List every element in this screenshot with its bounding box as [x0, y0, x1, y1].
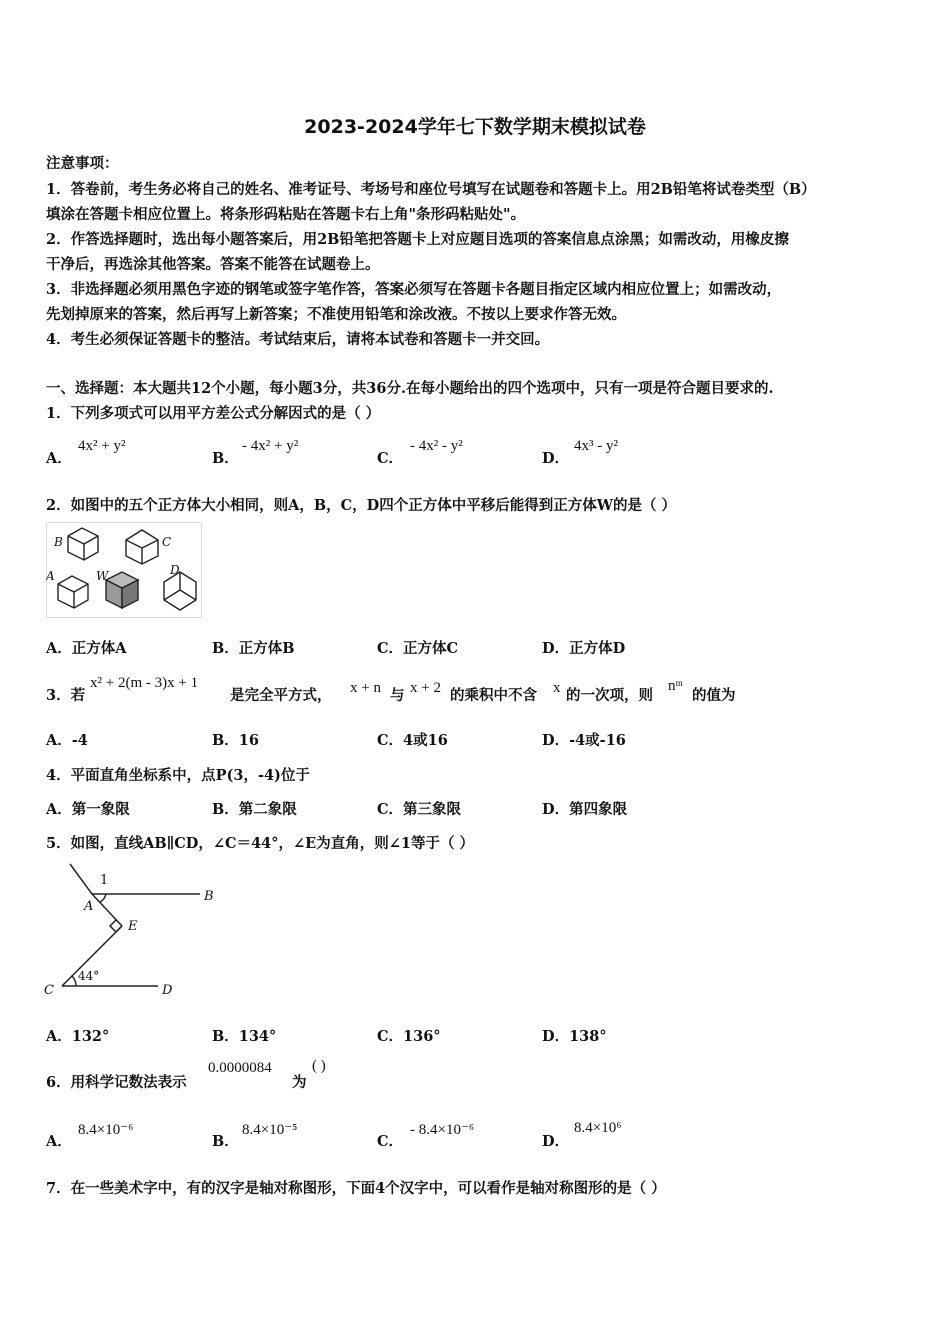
q3-expr-x-plus-2: x + 2 — [410, 680, 441, 696]
q2-option-d: D．正方体D — [542, 640, 626, 657]
q6-option-d-label: D． — [542, 1133, 570, 1150]
q3-text-3: 的乘积中不含 — [450, 687, 537, 704]
notice-line: 先划掉原来的答案，然后再写上新答案；不准使用铅笔和涂改液。不按以上要求作答无效。 — [46, 306, 626, 323]
q5-option-a: A．132° — [46, 1028, 110, 1045]
q1-option-a-label: A． — [46, 450, 72, 467]
q1-option-b-label: B． — [212, 450, 239, 467]
q6-option-d-expr: 8.4×10⁶ — [574, 1120, 622, 1136]
angle-1-arc — [100, 894, 106, 902]
q6-option-c-expr: - 8.4×10⁻⁶ — [410, 1122, 475, 1138]
q3-option-b: B．16 — [212, 732, 259, 749]
right-angle-mark — [110, 920, 122, 932]
point-label-d: D — [162, 983, 173, 998]
q3-text-2: 与 — [390, 687, 405, 704]
section-heading: 一、选择题：本大题共12个小题，每小题3分，共36分.在每小题给出的四个选项中，只有一项是符合题目要求的. — [46, 380, 774, 397]
angle-44-arc — [72, 976, 76, 986]
cube-d — [164, 572, 196, 610]
question-5: 5．如图，直线AB∥CD，∠C＝44°，∠E为直角，则∠1等于（ ） — [46, 835, 474, 852]
q1-option-a-expr: 4x² + y² — [78, 438, 126, 454]
angle-label-1: 1 — [100, 873, 109, 888]
q1-option-d-label: D． — [542, 450, 570, 467]
q3-prefix: 3．若 — [46, 687, 86, 704]
segment-ae — [92, 894, 122, 926]
cube-label-d: D — [170, 563, 180, 577]
page-title: 2023-2024学年七下数学期末模拟试卷 — [304, 116, 646, 138]
cube-b — [68, 528, 98, 560]
cube-label-w: W — [96, 569, 109, 583]
notice-line: 1．答卷前，考生务必将自己的姓名、准考证号、考场号和座位号填写在试题卷和答题卡上。用2B铅笔将试卷类型（B） — [46, 181, 816, 198]
point-label-b: B — [204, 889, 214, 904]
cube-a — [58, 576, 88, 608]
q3-option-c: C．4或16 — [377, 732, 448, 749]
q3-option-d: D．-4或-16 — [542, 732, 626, 749]
q5-option-d: D．138° — [542, 1028, 607, 1045]
point-label-c: C — [44, 983, 54, 998]
q1-option-b-expr: - 4x² + y² — [242, 438, 299, 454]
parallel-lines-figure — [40, 858, 225, 1003]
cube-label-a: A — [46, 569, 55, 583]
q3-text-4: 的一次项，则 — [566, 687, 653, 704]
q6-prefix: 6．用科学记数法表示 — [46, 1074, 187, 1091]
q6-option-a-label: A． — [46, 1133, 72, 1150]
q1-option-c-expr: - 4x² - y² — [410, 438, 463, 454]
cube-w — [106, 572, 138, 608]
q6-option-b-expr: 8.4×10⁻⁵ — [242, 1122, 298, 1138]
q2-option-c: C．正方体C — [377, 640, 459, 657]
q3-expr-quadratic: x² + 2(m - 3)x + 1 — [90, 675, 199, 691]
q3-option-a: A．-4 — [46, 732, 88, 749]
q6-suffix: 为 — [292, 1074, 307, 1091]
notice-line: 填涂在答题卡相应位置上。将条形码粘贴在答题卡右上角"条形码粘贴处"。 — [46, 206, 526, 223]
cube-label-b: B — [54, 535, 63, 549]
q6-option-b-label: B． — [212, 1133, 239, 1150]
notice-heading: 注意事项： — [46, 155, 119, 172]
q1-option-c-label: C． — [377, 450, 404, 467]
q5-option-b: B．134° — [212, 1028, 277, 1045]
q3-expr-n-power-m: nᵐ — [668, 678, 683, 694]
question-1: 1．下列多项式可以用平方差公式分解因式的是（ ） — [46, 405, 381, 422]
q4-option-d: D．第四象限 — [542, 801, 628, 818]
q5-option-c: C．136° — [377, 1028, 441, 1045]
notice-line: 干净后，再选涂其他答案。答案不能答在试题卷上。 — [46, 256, 380, 273]
q3-text-1: 是完全平方式， — [230, 687, 332, 704]
q6-number: 0.0000084 — [208, 1060, 272, 1076]
q1-option-d-expr: 4x³ - y² — [574, 438, 618, 454]
q4-option-a: A．第一象限 — [46, 801, 130, 818]
point-label-e: E — [128, 919, 138, 934]
question-2: 2．如图中的五个正方体大小相同，则A，B，C，D四个正方体中平移后能得到正方体W的是（ ） — [46, 497, 677, 514]
q2-option-b: B．正方体B — [212, 640, 295, 657]
q6-option-c-label: C． — [377, 1133, 404, 1150]
point-label-a: A — [84, 899, 94, 914]
q4-option-c: C．第三象限 — [377, 801, 462, 818]
cube-c — [126, 530, 158, 564]
q2-option-a: A．正方体A — [46, 640, 127, 657]
q3-expr-x-plus-n: x + n — [350, 680, 381, 696]
notice-line: 3．非选择题必须用黑色字迹的钢笔或签字笔作答，答案必须写在答题卡各题目指定区域内相应位置上；如需改动， — [46, 281, 782, 298]
transversal-top — [70, 864, 92, 894]
q4-option-b: B．第二象限 — [212, 801, 297, 818]
notice-line: 4．考生必须保证答题卡的整洁。考试结束后，请将本试卷和答题卡一并交回。 — [46, 331, 550, 348]
q3-suffix: 的值为 — [692, 687, 736, 704]
q3-expr-x: x — [553, 680, 561, 696]
angle-label-44: 44° — [78, 969, 100, 983]
q6-paren: ( ) — [312, 1058, 326, 1074]
cubes-figure — [46, 522, 202, 618]
question-7: 7．在一些美术字中，有的汉字是轴对称图形，下面4个汉字中，可以看作是轴对称图形的是（ ） — [46, 1180, 666, 1197]
cube-label-c: C — [162, 535, 172, 549]
question-4: 4．平面直角坐标系中，点P(3，-4)位于 — [46, 767, 310, 784]
q6-option-a-expr: 8.4×10⁻⁶ — [78, 1122, 134, 1138]
notice-line: 2．作答选择题时，选出每小题答案后，用2B铅笔把答题卡上对应题目选项的答案信息点涂黑；如需改动，用橡皮擦 — [46, 231, 789, 248]
